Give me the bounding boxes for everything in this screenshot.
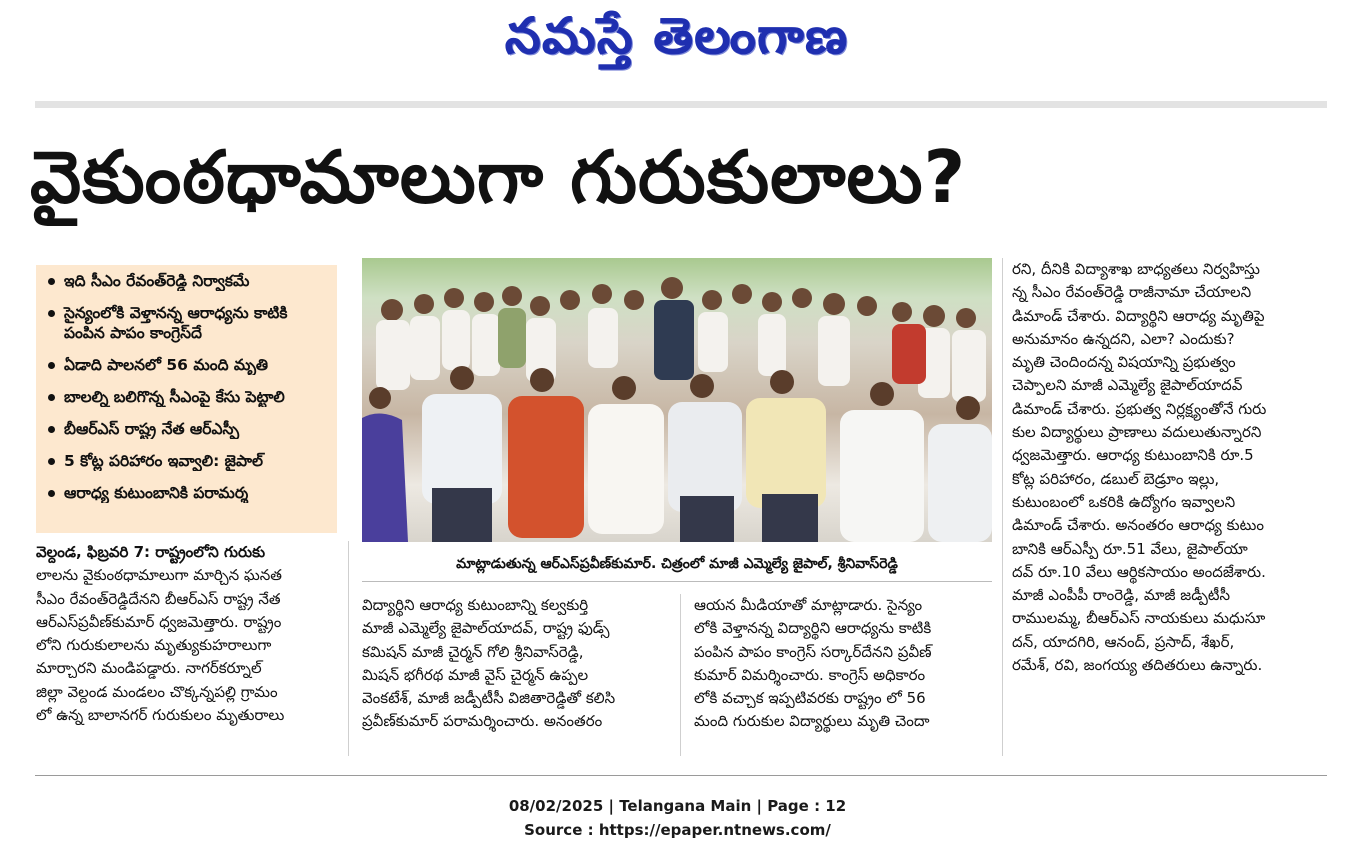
body-line: మిషన్‌ భగీరథ మాజీ వైస్‌ చైర్మన్‌ ఉప్పల: [362, 665, 589, 684]
highlight-item: బాలల్ని బలిగొన్న సీఎంపై కేసు పెట్టాలి: [44, 387, 329, 407]
highlight-item: సైన్యంలోకి వెళ్తానన్న ఆరాధ్యను కాటికి పంపిన పాపం కాంగ్రెస్‌దే: [44, 303, 329, 343]
footer-date-page: 08/02/2025 | Telangana Main | Page : 12: [508, 797, 847, 815]
body-line: దవ్‌ రూ.10 వేలు ఆర్థికసాయం అందజేశారు.: [1012, 562, 1266, 581]
body-line: వెంకటేశ్‌, మాజీ జడ్పీటీసీ విజితారెడ్డితో కలిసి: [362, 689, 616, 708]
article-column-4: [1012, 258, 1327, 677]
body-line: డిమాండ్‌ చేశారు. ప్రభుత్వ నిర్లక్ష్యంతోనే గురు: [1012, 399, 1267, 418]
body-line: లోకి వెళ్తానన్న విద్యార్థిని ఆరాధ్యను కాటికి: [694, 619, 932, 638]
body-line: కోట్ల పరిహారం, డబుల్‌ బెడ్రూం ఇల్లు,: [1012, 469, 1220, 488]
article-column-1: [36, 541, 337, 727]
body-line: కమిషన్‌ మాజీ చైర్మన్‌ గోలి శ్రీనివాస్‌రెడ్డి,: [362, 642, 584, 661]
body-line: రాములమ్మ, బీఆర్‌ఎస్‌ నాయకులు మధుసూ: [1012, 609, 1266, 628]
group-photo-illustration: [362, 258, 992, 542]
body-line: కుమార్‌ విమర్శించారు. కాంగ్రెస్‌ అధికారం: [694, 665, 926, 684]
highlight-item: బీఆర్‌ఎస్‌ రాష్ట్ర నేత ఆర్‌ఎస్పీ: [44, 419, 329, 439]
body-line: మంది గురుకుల విద్యార్థులు మృతి చెందా: [694, 712, 930, 731]
body-line: మాజీ ఎంపీపీ రాంరెడ్డి, మాజీ జడ్పీటీసీ: [1012, 586, 1230, 605]
body-line: జిల్లా వెల్దండ మండలం చొక్కన్నపల్లి గ్రామం: [36, 682, 278, 701]
highlight-item: ఇది సీఎం రేవంత్‌రెడ్డి నిర్వాకమే: [44, 271, 329, 291]
dateline: వెల్దండ, ఫిబ్రవరి 7: రాష్ట్రంలోని గురుకు: [36, 543, 266, 561]
body-line: ధ్వజమెత్తారు. ఆరాధ్య కుటుంబానికి రూ.5: [1012, 446, 1254, 465]
article-headline: వైకుంఠధామాలుగా గురుకులాలు?: [30, 135, 967, 219]
highlight-item: ఏడాది పాలనలో 56 మంది మృతి: [44, 355, 329, 375]
article-column-2: [362, 594, 667, 734]
article-column-3: [694, 594, 992, 734]
masthead-logo: నమస్తే తెలంగాణ: [505, 6, 850, 65]
body-line: రని, దీనికి విద్యాశాఖ బాధ్యతలు నిర్వహిస్తు: [1012, 260, 1260, 278]
highlight-item: ఆరాధ్య కుటుంబానికి పరామర్శ: [44, 483, 329, 503]
column-divider: [680, 594, 681, 756]
body-line: ఆర్‌ఎస్‌ప్రవీణ్‌కుమార్‌ ధ్వజమెత్తారు. రాష్ట్రం: [36, 612, 282, 631]
source-label: Source :: [524, 821, 599, 839]
body-line: రమేశ్‌, రవి, జంగయ్య తదితరులు ఉన్నారు.: [1012, 656, 1263, 675]
body-line: దన్‌, యాదగిరి, ఆనంద్‌, ప్రసాద్‌, శేఖర్‌,: [1012, 632, 1235, 651]
body-line: లోకి వచ్చాక ఇప్పటివరకు రాష్ట్రం లో 56: [694, 689, 926, 708]
body-line: కుల విద్యార్థులు ప్రాణాలు వదులుతున్నారని: [1012, 423, 1262, 442]
news-photo: [362, 258, 992, 542]
body-line: విద్యార్థిని ఆరాధ్య కుటుంబాన్ని కల్వకుర్తి: [362, 596, 589, 614]
highlights-box: [36, 265, 337, 533]
body-line: డిమాండ్‌ చేశారు. విద్యార్థిని ఆరాధ్య మృతిపై: [1012, 306, 1265, 325]
column-divider: [348, 541, 349, 756]
body-line: సీఎం రేవంత్‌రెడ్డిదేనని బీఆర్‌ఎస్‌ రాష్ట్ర నేత: [36, 589, 281, 608]
body-line: చెప్పాలని మాజీ ఎమ్మెల్యే జైపాల్‌యాదవ్‌: [1012, 376, 1243, 395]
body-line: లో ఉన్న బాలానగర్‌ గురుకులం మృతురాలు: [36, 706, 285, 725]
highlight-item: 5 కోట్ల పరిహారం ఇవ్వాలి: జైపాల్‌: [44, 451, 329, 471]
masthead-divider: [35, 101, 1327, 108]
body-line: లోని గురుకులాలను మృత్యుకుహరాలుగా: [36, 636, 272, 655]
footer-source: [0, 821, 1355, 839]
body-line: లాలను వైకుంఠధామాలుగా మార్చిన ఘనత: [36, 566, 282, 585]
body-line: మార్చారని మండిపడ్డారు. నాగర్‌కర్నూల్‌: [36, 659, 262, 678]
body-line: మృతి చెందిందన్న విషయాన్ని ప్రభుత్వం: [1012, 353, 1236, 372]
footer-divider: [35, 775, 1327, 776]
body-line: డిమాండ్‌ చేశారు. అనంతరం ఆరాధ్య కుటుం: [1012, 516, 1264, 535]
body-line: పంపిన పాపం కాంగ్రెస్‌ సర్కార్‌దేనని ప్రవీణ్‌: [694, 642, 932, 661]
photo-caption: మాట్లాడుతున్న ఆర్‌ఎస్‌ప్రవీణ్‌కుమార్‌. చిత్రంలో మాజీ ఎమ్మెల్యే జైపాల్‌, శ్రీనివాస్‌రెడ్డి: [362, 547, 992, 582]
source-link[interactable]: https://epaper.ntnews.com/: [598, 821, 831, 839]
body-line: ప్రవీణ్‌కుమార్‌ పరామర్శించారు. అనంతరం: [362, 712, 603, 731]
body-line: బానికి ఆర్‌ఎస్పీ రూ.51 వేలు, జైపాల్‌యా: [1012, 539, 1248, 558]
body-line: కుటుంబంలో ఒకరికి ఉద్యోగం ఇవ్వాలని: [1012, 492, 1236, 511]
body-line: ఆయన మీడియాతో మాట్లాడారు. సైన్యం: [694, 596, 923, 614]
body-line: అనుమానం ఉన్నదని, ఎలా? ఎందుకు?: [1012, 329, 1235, 348]
column-divider: [1002, 258, 1003, 756]
body-line: మాజీ ఎమ్మెల్యే జైపాల్‌యాదవ్‌, రాష్ట్ర ఫుడ్స్‌: [362, 619, 610, 638]
body-line: న్న సీఎం రేవంత్‌రెడ్డి రాజీనామా చేయాలని: [1012, 283, 1252, 302]
